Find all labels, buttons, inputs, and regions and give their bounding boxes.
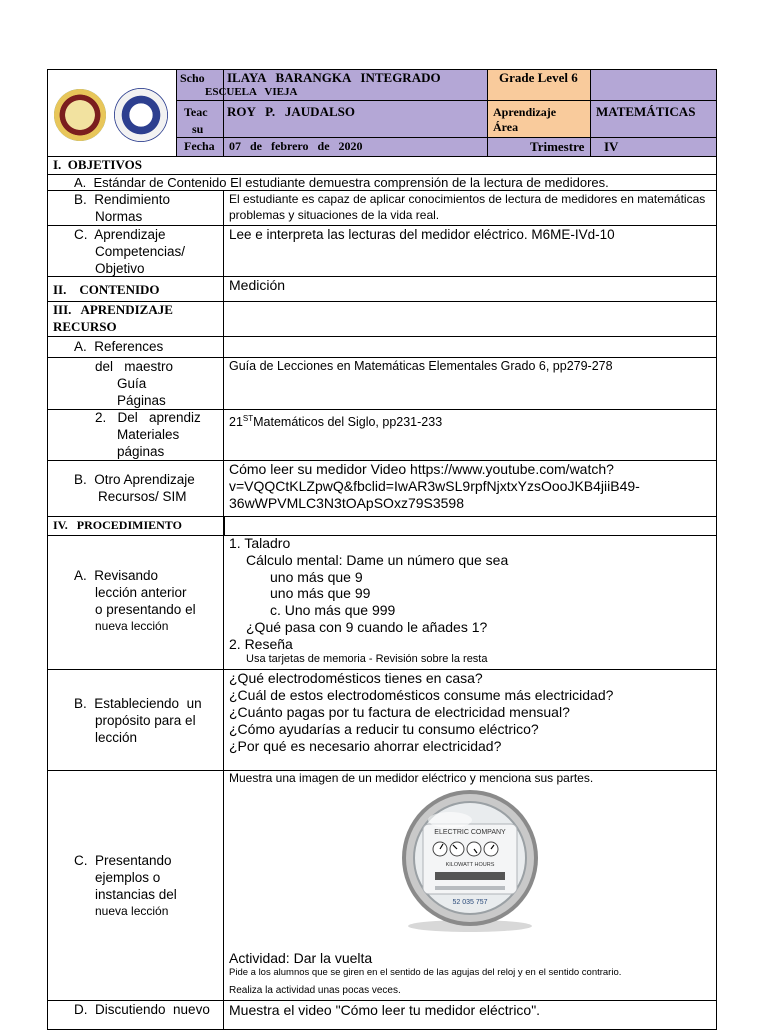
taladro-item-2: uno más que 99 [270,585,371,601]
otro-label-2: Recursos/ SIM [98,489,187,504]
competencias-label-2: Competencias/ [95,244,186,259]
presentando-label-3: instancias del [95,887,177,902]
teacher-name: ROY P. JAUDALSO [227,104,355,119]
taladro-question: ¿Qué pasa con 9 cuando le añades 1? [246,619,488,635]
rendimiento-label: B. Rendimiento [74,192,171,207]
proposito-question-1: ¿Qué electrodomésticos tienes en casa? [229,670,483,686]
otro-text: Cómo leer su medidor Video https://www.youtube.com/watch? [229,461,614,477]
references-label: A. References [74,339,164,354]
revisando-label-4: nueva lección [95,619,169,633]
procedimiento-heading: IV. PROCEDIMIENTO [53,518,182,532]
recurso-heading: III. APRENDIZAJE [53,302,173,317]
presentando-label: C. Presentando [74,853,172,868]
revisando-label-3: o presentando el [95,602,196,617]
proposito-label-3: lección [95,730,138,745]
competencias-label-3: Objetivo [95,261,145,276]
taladro-heading: 1. Taladro [229,535,291,551]
objetivos-row [47,156,717,175]
aprendiz-text-number: 21 [229,415,243,430]
electric-meter-image [395,786,545,934]
maestro-label-2: Guía [117,376,147,391]
recurso-text-cell [223,301,717,337]
rendimiento-text: El estudiante es capaz de aplicar conocimientos de lectura de medidores en matemáticas [229,192,706,206]
resena-text: Usa tarjetas de memoria - Revisión sobre la resta [246,653,488,665]
actividad-heading: Actividad: Dar la vuelta [229,950,373,966]
aprendiz-label: 2. Del aprendiz [95,410,201,425]
recurso-heading-2: RECURSO [53,319,117,334]
competencias-text: Lee e interpreta las lecturas del medidor eléctrico. M6ME-IVd-10 [229,227,615,242]
teacher-label: Teac [184,105,208,119]
rendimiento-label-2: Normas [95,209,143,224]
teacher-label-2: su [192,122,204,136]
taladro-item-3: c. Uno más que 999 [270,602,396,618]
deped-seal [114,88,168,142]
references-text-cell [223,336,717,358]
date-value: 07 de febrero de 2020 [229,139,363,153]
grade-level: Grade Level 6 [499,70,578,85]
date-label: Fecha [184,139,215,153]
proposito-label: B. Estableciendo un [74,696,202,711]
proposito-question-2: ¿Cuál de estos electrodomésticos consume más electricidad? [229,687,614,703]
rendimiento-text-2: problemas y situaciones de la vida real. [229,208,440,222]
electric-meter-svg [395,786,545,934]
school-name-line2: ESCUELA VIEJA [205,86,298,98]
discutiendo-text: Muestra el video "Cómo leer tu medidor eléctrico". [229,1002,541,1018]
area-label: Aprendizaje [493,105,557,119]
otro-label: B. Otro Aprendizaje [74,472,195,487]
presentando-label-2: ejemplos o [95,870,161,885]
aprendiz-label-3: páginas [117,444,165,459]
otro-link[interactable]: v=VQQCtKLZpwQ&fbclid=IwAR3wSL9rpfNjxtxYzsOooJKB4jiiB49- [229,478,640,494]
competencias-label: C. Aprendizaje [74,227,166,242]
area-label-2: Área [493,120,519,134]
estandar-text: A. Estándar de Contenido El estudiante demuestra comprensión de la lectura de medidores. [74,175,609,190]
presentando-text: Muestra una imagen de un medidor eléctrico y menciona sus partes. [229,771,594,785]
taladro-item-1: uno más que 9 [270,569,363,585]
proposito-question-3: ¿Cuánto pagas por tu factura de electricidad mensual? [229,704,570,720]
revisando-label-2: lección anterior [95,585,187,600]
maestro-label: del maestro [95,359,174,374]
actividad-text: Pide a los alumnos que se giren en el sentido de las agujas del reloj y en el sentido contrario. [229,967,622,978]
school-name: ILAYA BARANGKA INTEGRADO [227,70,441,85]
maestro-text: Guía de Lecciones en Matemáticas Elementales Grado 6, pp279-278 [229,359,613,373]
resena-heading: 2. Reseña [229,636,293,652]
aprendiz-label-2: Materiales [117,427,180,442]
maestro-label-3: Páginas [117,393,166,408]
grade-value-cell [590,69,717,101]
presentando-label-4: nueva lección [95,904,169,918]
quarter-label: Trimestre [530,139,585,154]
revisando-label: A. Revisando [74,568,159,583]
contenido-text: Medición [229,277,286,293]
procedimiento-divider [223,516,225,536]
objetivos-heading: I. OBJETIVOS [53,157,142,172]
proposito-question-5: ¿Por qué es necesario ahorrar electricidad? [229,738,502,754]
aprendiz-text [229,411,442,430]
proposito-question-4: ¿Cómo ayudarías a reducir tu consumo eléctrico? [229,721,539,737]
quarter-value: IV [604,139,619,154]
taladro-line: Cálculo mental: Dame un número que sea [246,552,509,568]
aprendiz-text-sup: ST [242,414,254,423]
school-logo [54,89,106,141]
contenido-text-cell [223,276,717,302]
meter-unit: KILOWATT HOURS [445,862,495,868]
actividad-text-2: Realiza la actividad unas pocas veces. [229,985,401,996]
meter-serial: 52 035 757 [452,899,488,906]
subject: MATEMÁTICAS [596,104,696,119]
discutiendo-label: D. Discutiendo nuevo [74,1002,210,1017]
contenido-heading: II. CONTENIDO [53,282,160,297]
school-label: Scho [180,71,205,85]
aprendiz-text-title: Matemáticos del Siglo, pp231-233 [253,415,443,430]
proposito-label-2: propósito para el [95,713,196,728]
meter-brand: ELECTRIC COMPANY [434,829,506,836]
otro-link-2[interactable]: 36wWPVMLC3N3tOApSOxz79S3598 [229,495,464,511]
